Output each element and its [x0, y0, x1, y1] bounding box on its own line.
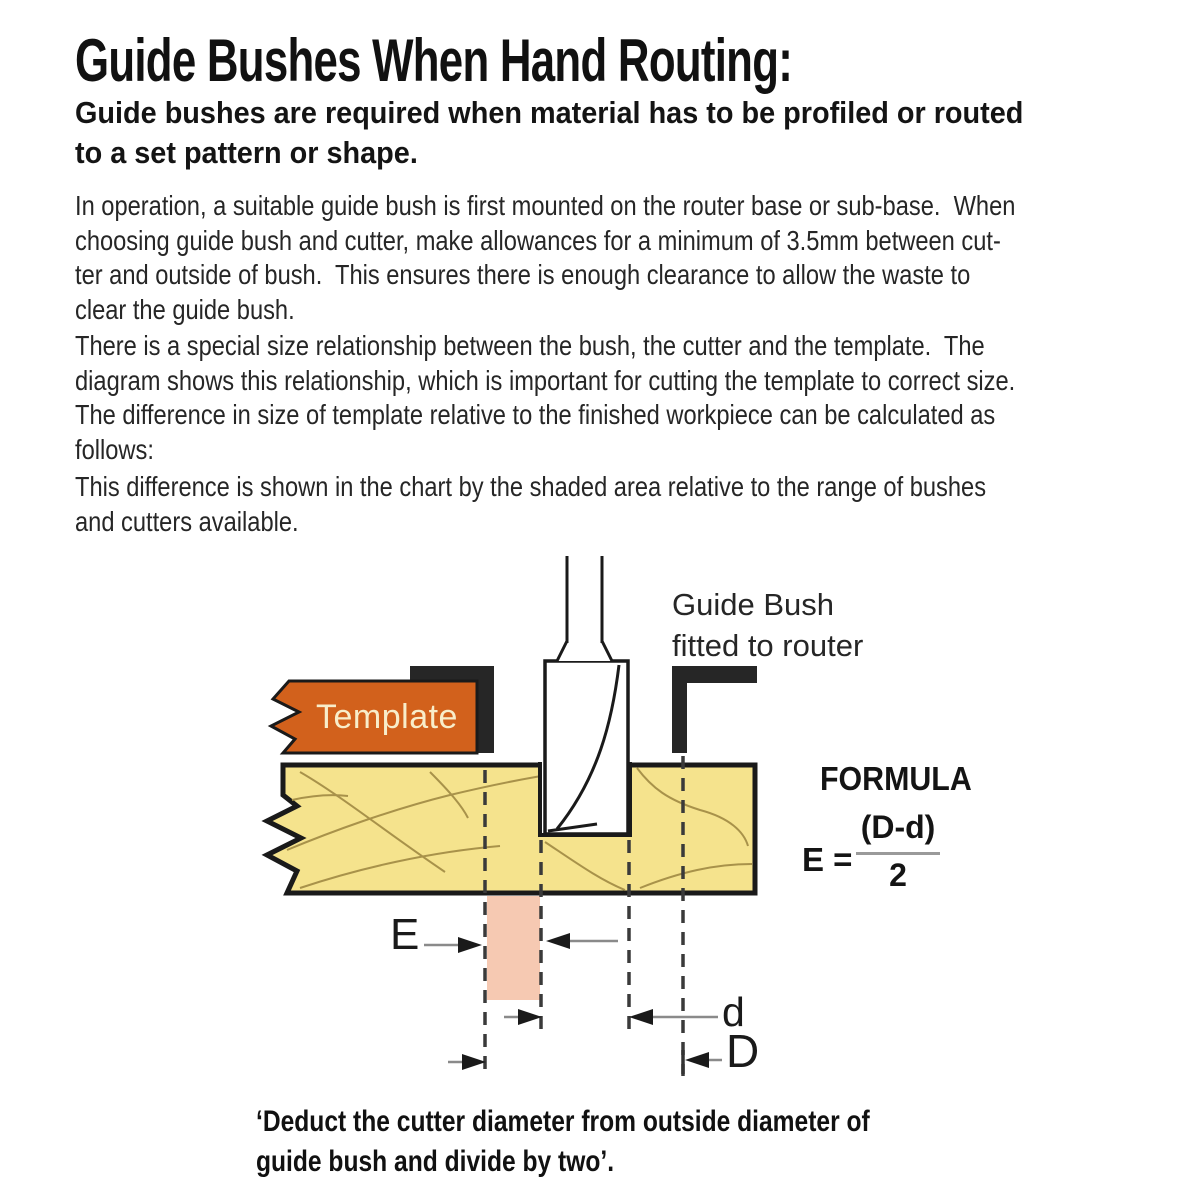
- dimension-label-bush-diameter: D: [726, 1025, 760, 1077]
- paragraph-line: This difference is shown in the chart by the shaded area relative to the range of bushes: [75, 471, 987, 502]
- paragraph-line: and cutters available.: [75, 505, 299, 537]
- footer-quote-line: ‘Deduct the cutter diameter from outside diameter of: [256, 1105, 870, 1138]
- paragraph-line: In operation, a suitable guide bush is first mounted on the router base or sub-base. When: [75, 190, 1016, 221]
- fraction-bar: [856, 852, 940, 855]
- footer-quote-line: guide bush and divide by two’.: [256, 1145, 615, 1178]
- paragraph-line: The difference in size of template relative to the finished workpiece can be calculated as: [75, 399, 996, 431]
- guide-bush-right-shape: [672, 666, 757, 753]
- offset-shaded-area: [487, 896, 540, 1000]
- formula-title: FORMULA: [820, 760, 972, 797]
- formula-lhs: E =: [802, 841, 853, 878]
- guide-bush-label-line: Guide Bush: [672, 587, 834, 622]
- guide-bush-label-line: fitted to router: [672, 628, 864, 663]
- paragraph-line: ter and outside of bush. This ensures there is enough clearance to allow the waste to: [75, 259, 971, 291]
- paragraph-line: follows:: [75, 433, 154, 465]
- formula-denominator: 2: [889, 857, 907, 893]
- paragraph-line: diagram shows this relationship, which is important for cutting the template to correct size.: [75, 364, 1016, 396]
- dimension-label-cutter-diameter: d: [722, 989, 745, 1035]
- paragraph-line: choosing guide bush and cutter, make allowances for a minimum of 3.5mm between cut-: [75, 224, 1001, 256]
- dimension-arrows: [424, 933, 722, 1070]
- subtitle-line: Guide bushes are required when material has to be profiled or routed: [75, 95, 1024, 130]
- formula-numerator: (D-d): [860, 809, 936, 845]
- formula-fraction: [850, 806, 946, 892]
- template-label: Template: [316, 698, 458, 736]
- page-title: Guide Bushes When Hand Routing:: [75, 27, 793, 94]
- paragraph-line: clear the guide bush.: [75, 293, 295, 325]
- cutter-shaft-shape: [568, 556, 601, 644]
- paragraph-line: There is a special size relationship between the bush, the cutter and the template. The: [75, 330, 985, 361]
- subtitle-line: to a set pattern or shape.: [75, 135, 418, 170]
- dimension-label-offset: E: [390, 910, 420, 959]
- guide-bush-label: [672, 584, 863, 666]
